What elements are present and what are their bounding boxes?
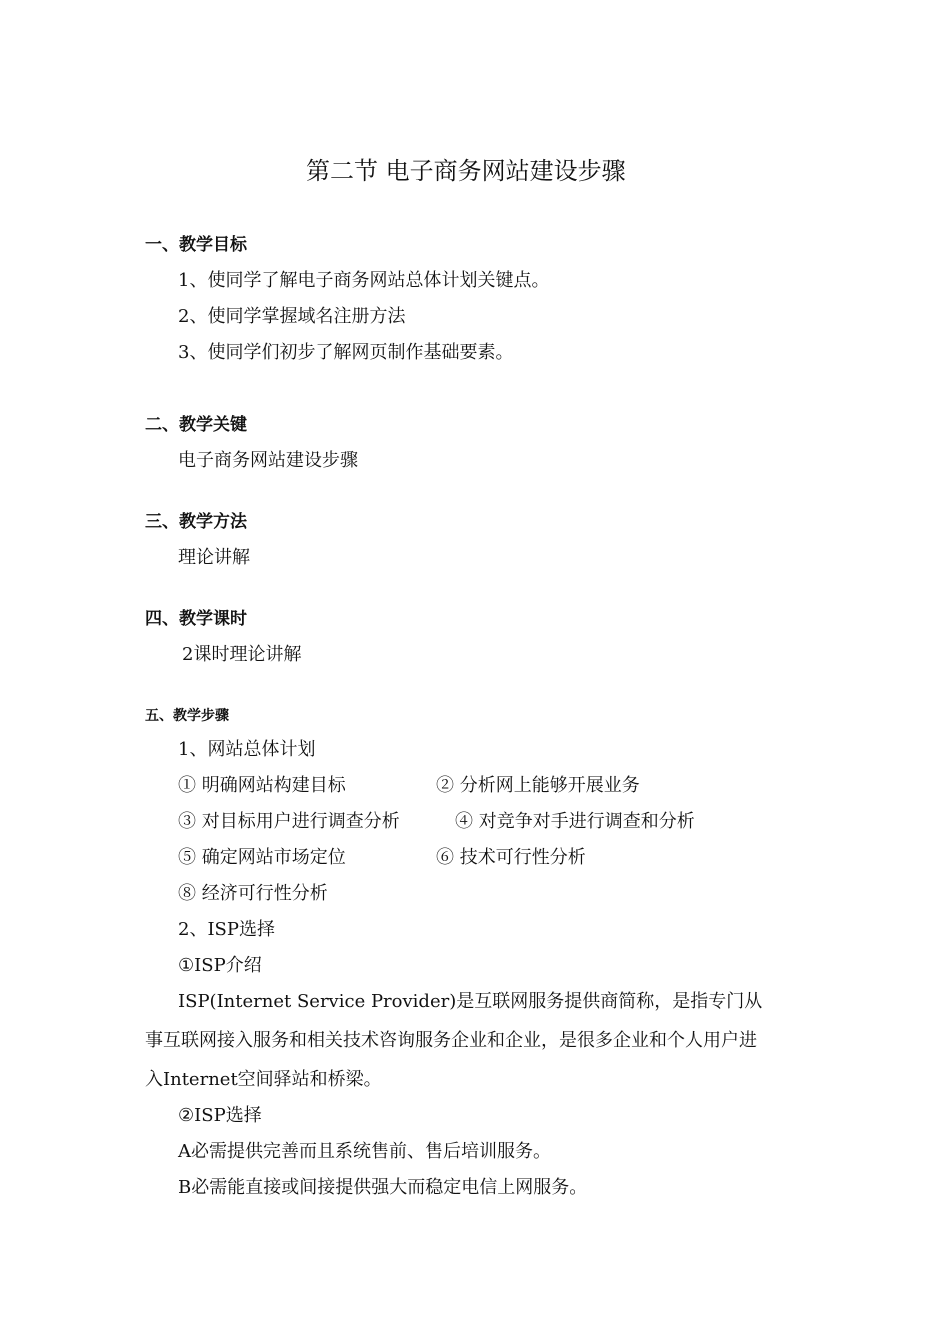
section-heading-method: 三、教学方法 xyxy=(145,512,247,532)
key-body: 电子商务网站建设步骤 xyxy=(178,450,358,471)
plan-item: ① 明确网站构建目标 xyxy=(178,775,346,796)
section-heading-hours: 四、教学课时 xyxy=(145,609,247,629)
isp-select-title: ②ISP选择 xyxy=(178,1105,262,1126)
isp-requirement: B必需能直接或间接提供强大而稳定电信上网服务。 xyxy=(178,1177,588,1198)
plan-item: ⑧ 经济可行性分析 xyxy=(178,883,328,904)
section-heading-steps: 五、教学步骤 xyxy=(145,708,229,724)
isp-intro-title: ①ISP介绍 xyxy=(178,955,262,976)
step-2-title: 2、ISP选择 xyxy=(178,919,276,940)
plan-item: ⑤ 确定网站市场定位 xyxy=(178,847,346,868)
isp-paragraph-line: 事互联网接入服务和相关技术咨询服务企业和企业，是很多企业和个人用户进 xyxy=(145,1030,757,1051)
hours-body: 2课时理论讲解 xyxy=(182,644,302,665)
objective-item: 2、使同学掌握域名注册方法 xyxy=(178,306,406,327)
objective-item: 3、使同学们初步了解网页制作基础要素。 xyxy=(178,342,514,363)
method-body: 理论讲解 xyxy=(178,547,250,568)
plan-item: ③ 对目标用户进行调查分析 xyxy=(178,811,400,832)
isp-paragraph-line: ISP(Internet Service Provider)是互联网服务提供商简称，是指专门从 xyxy=(178,991,763,1012)
isp-paragraph-line: 入Internet空间驿站和桥梁。 xyxy=(145,1069,382,1090)
step-1-title: 1、网站总体计划 xyxy=(178,739,316,760)
plan-item: ④ 对竞争对手进行调查和分析 xyxy=(455,811,695,832)
page-title: 第二节 电子商务网站建设步骤 xyxy=(306,157,626,185)
section-heading-objectives: 一、教学目标 xyxy=(145,235,247,255)
objective-item: 1、使同学了解电子商务网站总体计划关键点。 xyxy=(178,270,550,291)
isp-requirement: A必需提供完善而且系统售前、售后培训服务。 xyxy=(178,1141,551,1162)
plan-item: ② 分析网上能够开展业务 xyxy=(436,775,640,796)
section-heading-key: 二、教学关键 xyxy=(145,415,247,435)
plan-item: ⑥ 技术可行性分析 xyxy=(436,847,586,868)
